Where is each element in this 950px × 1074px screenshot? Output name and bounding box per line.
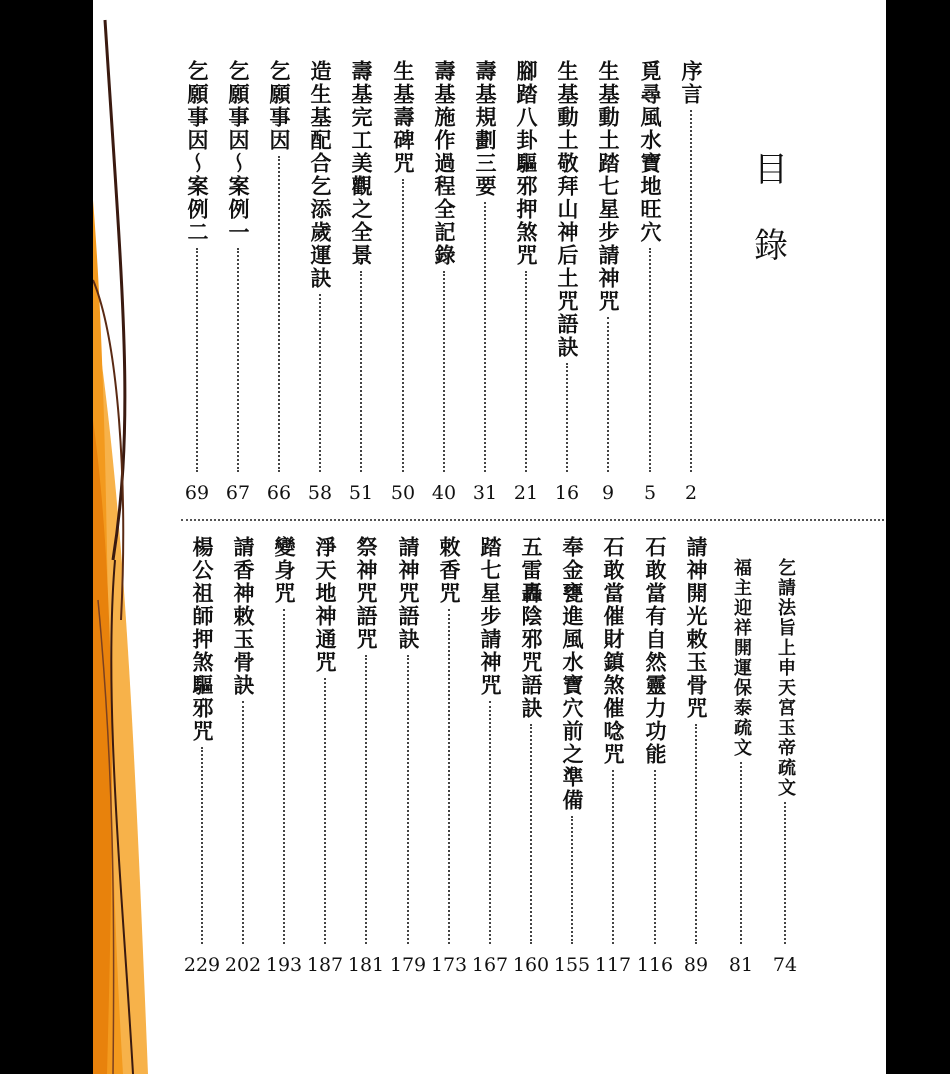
toc-entry-page: 167 bbox=[471, 954, 509, 976]
toc-page bbox=[93, 0, 886, 1074]
toc-entry[interactable] bbox=[473, 536, 507, 978]
toc-entry[interactable] bbox=[427, 60, 461, 506]
toc-entry-page: 21 bbox=[513, 482, 539, 504]
toc-entry[interactable] bbox=[391, 536, 425, 978]
toc-entry[interactable] bbox=[386, 60, 420, 506]
leader-dots bbox=[484, 202, 486, 472]
leader-dots bbox=[443, 271, 445, 472]
toc-entry[interactable] bbox=[768, 558, 802, 978]
toc-entry[interactable] bbox=[679, 536, 713, 978]
toc-entry-page: 117 bbox=[594, 954, 632, 976]
leader-dots bbox=[242, 701, 244, 944]
page-title-part1: 目 bbox=[754, 150, 788, 190]
toc-entry-title: 請神開光敕玉骨咒 bbox=[684, 536, 709, 720]
toc-entry[interactable] bbox=[303, 60, 337, 506]
toc-entry[interactable] bbox=[514, 536, 548, 978]
toc-entry[interactable] bbox=[185, 536, 219, 978]
leader-dots bbox=[365, 655, 367, 944]
leader-dots bbox=[525, 271, 527, 472]
leader-dots bbox=[566, 363, 568, 472]
leader-dots bbox=[612, 770, 614, 944]
toc-entry-page: 69 bbox=[184, 482, 210, 504]
decorative-swoosh bbox=[93, 0, 153, 1074]
toc-entry-title: 生基壽碑咒 bbox=[391, 60, 416, 175]
toc-entry[interactable] bbox=[555, 536, 589, 978]
leader-dots bbox=[407, 655, 409, 944]
toc-entry-page: 58 bbox=[307, 482, 333, 504]
leader-dots bbox=[196, 248, 198, 472]
toc-entry-title: 五雷轟陰邪咒語訣 bbox=[519, 536, 544, 720]
leader-dots bbox=[571, 816, 573, 944]
toc-entry-page: 116 bbox=[636, 954, 674, 976]
toc-entry[interactable] bbox=[226, 536, 260, 978]
toc-entry-title: 變身咒 bbox=[272, 536, 297, 605]
toc-entry[interactable] bbox=[267, 536, 301, 978]
toc-entry-page: 179 bbox=[389, 954, 427, 976]
toc-entry-page: 202 bbox=[224, 954, 262, 976]
toc-entry-title: 腳踏八卦驅邪押煞咒 bbox=[514, 60, 539, 267]
toc-entry-page: 81 bbox=[728, 954, 754, 976]
toc-entry-title: 乞請法旨上申天宮玉帝疏文 bbox=[775, 558, 796, 798]
toc-entry-title: 楊公祖師押煞驅邪咒 bbox=[190, 536, 215, 743]
toc-entry[interactable] bbox=[724, 558, 758, 978]
toc-entry-page: 40 bbox=[431, 482, 457, 504]
toc-entry[interactable] bbox=[262, 60, 296, 506]
toc-entry-page: 51 bbox=[348, 482, 374, 504]
toc-entry-page: 67 bbox=[225, 482, 251, 504]
toc-entry-title: 壽基規劃三要 bbox=[473, 60, 498, 198]
toc-entry-title: 造生基配合乞添歲運訣 bbox=[308, 60, 333, 290]
toc-entry-page: 9 bbox=[601, 482, 615, 504]
leader-dots bbox=[283, 609, 285, 944]
leader-dots bbox=[690, 110, 692, 472]
toc-entry-page: 5 bbox=[643, 482, 657, 504]
toc-entry-page: 229 bbox=[183, 954, 221, 976]
toc-entry[interactable] bbox=[344, 60, 378, 506]
toc-entry-page: 31 bbox=[472, 482, 498, 504]
page-title-part2: 錄 bbox=[754, 226, 788, 266]
toc-entry-title: 生基動土踏七星步請神咒 bbox=[596, 60, 621, 313]
toc-entry[interactable] bbox=[180, 60, 214, 506]
leader-dots bbox=[607, 317, 609, 472]
toc-entry-title: 福主迎祥開運保泰疏文 bbox=[731, 558, 752, 758]
leader-dots bbox=[695, 724, 697, 944]
toc-entry-page: 16 bbox=[554, 482, 580, 504]
leader-dots bbox=[530, 724, 532, 944]
toc-entry-page: 173 bbox=[430, 954, 468, 976]
toc-entry-page: 187 bbox=[306, 954, 344, 976]
leader-dots bbox=[784, 802, 786, 944]
toc-entry-title: 石敢當有自然靈力功能 bbox=[643, 536, 668, 766]
toc-entry-title: 生基動土敬拜山神后土咒語訣 bbox=[555, 60, 580, 359]
leader-dots bbox=[237, 248, 239, 472]
leader-dots bbox=[319, 294, 321, 472]
toc-entry[interactable] bbox=[509, 60, 543, 506]
toc-entry-title: 乞願事因 bbox=[267, 60, 292, 152]
toc-entry[interactable] bbox=[596, 536, 630, 978]
toc-entry[interactable] bbox=[591, 60, 625, 506]
toc-entry-page: 2 bbox=[684, 482, 698, 504]
toc-entry-page: 74 bbox=[772, 954, 798, 976]
leader-dots bbox=[649, 248, 651, 472]
leader-dots bbox=[324, 678, 326, 944]
toc-entry-page: 155 bbox=[553, 954, 591, 976]
toc-entry-page: 160 bbox=[512, 954, 550, 976]
toc-entry[interactable] bbox=[468, 60, 502, 506]
leader-dots bbox=[448, 609, 450, 944]
toc-entry[interactable] bbox=[349, 536, 383, 978]
leader-dots bbox=[278, 156, 280, 472]
leader-dots bbox=[740, 762, 742, 944]
toc-entry-page: 50 bbox=[390, 482, 416, 504]
toc-entry[interactable] bbox=[432, 536, 466, 978]
leader-dots bbox=[654, 770, 656, 944]
toc-entry-title: 石敢當催財鎮煞催唸咒 bbox=[601, 536, 626, 766]
toc-entry-title: 乞願事因～案例二 bbox=[185, 60, 210, 244]
toc-entry-title: 序言 bbox=[679, 60, 704, 106]
toc-entry[interactable] bbox=[308, 536, 342, 978]
toc-entry-title: 壽基施作過程全記錄 bbox=[432, 60, 457, 267]
toc-entry-page: 66 bbox=[266, 482, 292, 504]
toc-entry-page: 193 bbox=[265, 954, 303, 976]
toc-entry-title: 奉金甕進風水寶穴前之準備 bbox=[560, 536, 585, 812]
leader-dots bbox=[360, 271, 362, 472]
toc-entry-page: 181 bbox=[347, 954, 385, 976]
toc-entry-title: 請香神敕玉骨訣 bbox=[231, 536, 256, 697]
toc-entry-title: 覓尋風水寶地旺穴 bbox=[638, 60, 663, 244]
toc-entry-title: 敕香咒 bbox=[437, 536, 462, 605]
leader-dots bbox=[201, 747, 203, 944]
toc-entry-title: 淨天地神通咒 bbox=[313, 536, 338, 674]
toc-entry-title: 祭神咒語咒 bbox=[354, 536, 379, 651]
toc-entry-title: 壽基完工美觀之全景 bbox=[349, 60, 374, 267]
toc-entry[interactable] bbox=[221, 60, 255, 506]
toc-entry[interactable] bbox=[550, 60, 584, 506]
toc-entry[interactable] bbox=[633, 60, 667, 506]
toc-entry-page: 89 bbox=[683, 954, 709, 976]
leader-dots bbox=[489, 701, 491, 944]
toc-entry-title: 踏七星步請神咒 bbox=[478, 536, 503, 697]
toc-entry-title: 請神咒語訣 bbox=[396, 536, 421, 651]
toc-entry-title: 乞願事因～案例一 bbox=[226, 60, 251, 244]
toc-entry[interactable] bbox=[638, 536, 672, 978]
section-divider bbox=[181, 519, 884, 521]
toc-entry[interactable] bbox=[674, 60, 708, 506]
leader-dots bbox=[402, 179, 404, 472]
